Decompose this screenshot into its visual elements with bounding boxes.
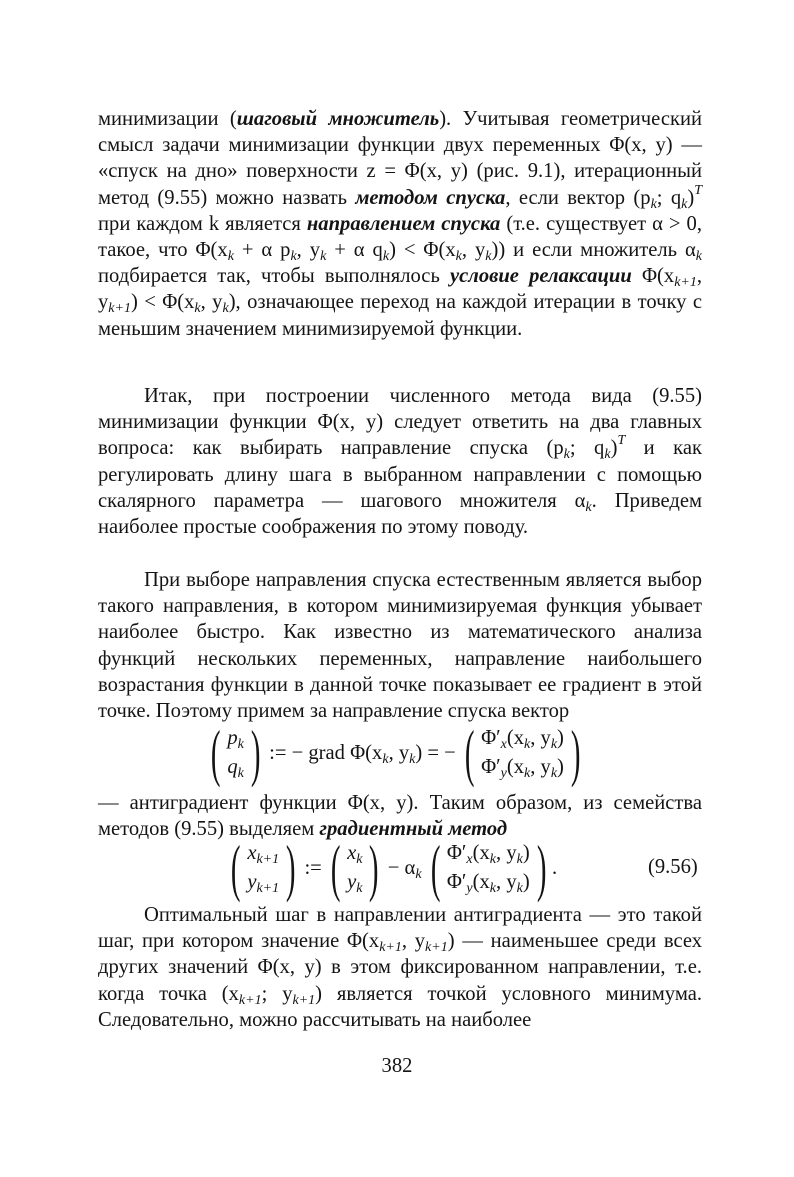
equation-number: (9.56)	[648, 856, 698, 878]
paragraph-gradient-direction: При выборе направления спуска естественным является выбор такого направления, в котором минимизируемая функция убывает наиболее быстро. Как известно из математического анализа функций нескольких переменных, направление наибольшего возрастания функции в данной точке показывает ее градиент в этой точке. Поэтому примем за направление спуска вектор	[98, 569, 702, 723]
paragraph-relaxation: минимизации (шаговый множитель). Учитывая геометрический смысл задачи минимизации функции двух переменных Φ(x, y) — «спуск на дно» поверхности z = Φ(x, y) (рис. 9.1), итерационный метод (9.55) можно назвать методом спуска, если вектор ($p_k$; $q_k)^T$ при каждом k является направлением спуска (т.е. существует α > 0, такое, что $\Phi(x_k + \alpha$ $p_k$, $y_k + \alpha$ $q_k) < \Phi(x_k$, $y_k$)) и если множитель $\alpha_k$ подбирается так, чтобы выполнялось условие релаксации $\Phi(x_{k+1}$, $y_{k+1}) < \Phi(x_k$, $y_k$), означающее переход на каждой итерации в точку с меньшим значением минимизируемой функции.	[98, 108, 703, 340]
paragraph-optimal-step: Оптимальный шаг в направлении антиградиента — это такой шаг, при котором значение $\Phi(x_{k+1}$, $y_{k+1}$) — наименьшее среди всех других значений Φ(x, y) в этом фиксированном направлении, т.е. когда точка ($x_{k+1}$; $y_{k+1}$) является точкой условного минимума. Следовательно, можно рассчитывать на наиболее	[98, 904, 703, 1031]
equation-antigradient: ( $p_k$ $q_k$ ) := − grad $\Phi(x_k$, $y_k$) = − ( $\Phi'_x(x_k$, $y_k$) $\Phi'_y(x_k$, $y_k$) )	[205, 720, 586, 786]
page-number: 382	[381, 1055, 413, 1077]
equation-9-56: ( $x_{k+1}$ $y_{k+1}$ ) := ( $x_k$ $y_k$ ) − $\alpha_k$ ( $\Phi'_x(x_k$, $y_k$) $\Phi'_y(x_k$, $y_k$) ) .	[225, 837, 557, 899]
matrix-lhs: ( $p_k$ $q_k$ )	[210, 717, 261, 788]
emphasis-term: шаговый множитель	[236, 108, 440, 130]
matrix-lhs: ( $x_{k+1}$ $y_{k+1}$ )	[230, 832, 296, 903]
matrix-rhs: ( $\Phi'_x(x_k$, $y_k$) $\Phi'_y(x_k$, $y_k$) )	[430, 832, 547, 903]
matrix-mid: ( $x_k$ $y_k$ )	[330, 832, 379, 903]
matrix-rhs: ( $\Phi'_x(x_k$, $y_k$) $\Phi'_y(x_k$, $y_k$) )	[464, 717, 581, 788]
paragraph-gradient-method: — антиградиент функции Φ(x, y). Таким образом, из семейства методов (9.55) выделяем градиентный метод	[98, 792, 702, 841]
emphasis-term: условие релаксации	[450, 265, 632, 288]
emphasis-term: направлением спуска	[306, 212, 501, 235]
paragraph-questions: Итак, при построении численного метода вида (9.55) минимизации функции Φ(x, y) следует ответить на два главных вопроса: как выбирать направление спуска ($p_k$; $q_k)^T$ и как регулировать длину шага в выбранном направлении с помощью скалярного параметра — шагового множителя $\alpha_k$. Приведем наиболее простые соображения по этому поводу.	[98, 385, 703, 539]
emphasis-term: методом спуска	[355, 186, 506, 209]
emphasis-term: градиентный метод	[319, 818, 508, 841]
